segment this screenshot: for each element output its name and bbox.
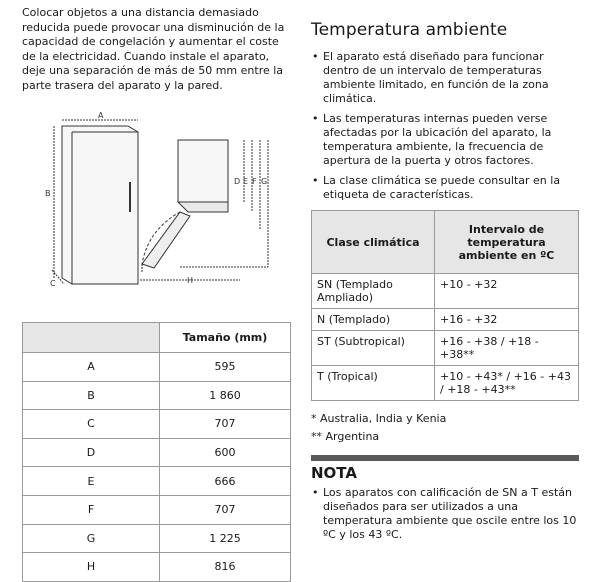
table-row: G 1 225 — [23, 524, 291, 553]
dimension-diagram — [30, 112, 280, 297]
table-row: D 600 — [23, 438, 291, 467]
table-row: B 1 860 — [23, 381, 291, 410]
label-g: G — [261, 177, 268, 186]
size-table — [22, 322, 291, 582]
table-row: A 595 — [23, 353, 291, 382]
label-a: A — [98, 112, 104, 120]
label-f: F — [252, 177, 257, 186]
right-column — [311, 6, 581, 208]
label-d: D — [234, 177, 241, 186]
table-row: N (Templado) +16 - +32 — [312, 309, 579, 331]
list-item: • La clase climática se puede consultar en la etiqueta de características. — [311, 174, 581, 202]
label-c: C — [50, 279, 56, 288]
label-h: H — [187, 276, 194, 285]
label-e: E — [243, 177, 249, 186]
list-item: • Las temperaturas internas pueden verse afectadas por la ubicación del aparato, la temperatura ambiente, la frecuencia de apertura de la puerta y otros factores. — [311, 112, 581, 168]
climate-header-range: Intervalo de temperatura ambiente en ºC — [435, 211, 579, 274]
climate-header-class: Clase climática — [312, 211, 435, 274]
intro-paragraph: Colocar objetos a una distancia demasiado reducida puede provocar una disminución de la capacidad de congelación y aumentar el coste de la electricidad. Cuando instale el aparato, deje una separación de más de 50 mm entre la parte trasera del aparato y la pared. — [22, 6, 285, 92]
footnotes — [311, 410, 446, 446]
nota-box — [311, 455, 579, 548]
list-item: • Los aparatos con calificación de SN a T están diseñados para ser utilizados a una temperatura ambiente que oscile entre los 10 ºC y los 43 ºC. — [311, 486, 579, 542]
nota-bullets — [311, 486, 579, 542]
appliance-front-view — [62, 126, 138, 284]
footnote: ** Argentina — [311, 430, 380, 443]
size-table-header: Tamaño (mm) — [160, 323, 291, 353]
table-row: E 666 — [23, 467, 291, 496]
table-row: F 707 — [23, 495, 291, 524]
table-row: C 707 — [23, 410, 291, 439]
table-row: SN (Templado Ampliado) +10 - +32 — [312, 274, 579, 309]
temperature-bullets — [311, 50, 581, 202]
footnote: * Australia, India y Kenia — [311, 412, 447, 425]
section-title: Temperatura ambiente — [311, 20, 508, 40]
label-b: B — [45, 189, 51, 198]
table-row: ST (Subtropical) +16 - +38 / +18 - +38** — [312, 331, 579, 366]
open-door — [178, 202, 228, 212]
list-item: • El aparato está diseñado para funcionar dentro de un intervalo de temperaturas ambiente limitado, en función de la zona climática. — [311, 50, 581, 106]
table-row: H 816 — [23, 553, 291, 582]
nota-title: NOTA — [311, 455, 579, 482]
left-column — [22, 6, 294, 93]
table-row: T (Tropical) +10 - +43* / +16 - +43 / +18 - +43** — [312, 366, 579, 401]
appliance-top-view — [178, 140, 228, 202]
climate-table — [311, 210, 579, 401]
